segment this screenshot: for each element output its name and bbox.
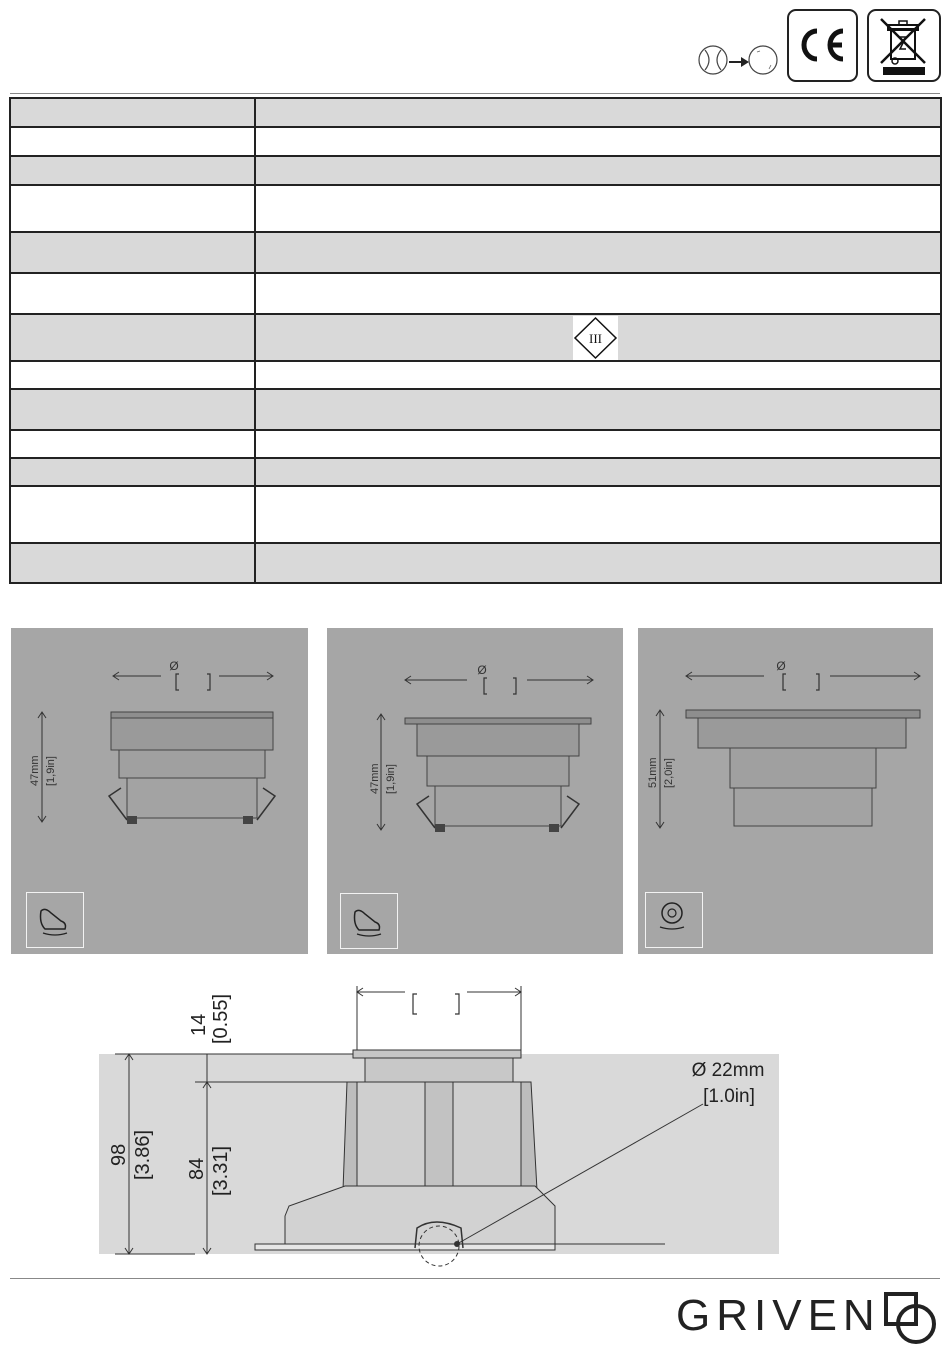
dim-98-label: 98	[108, 1143, 130, 1166]
drive-over-icon	[645, 892, 703, 948]
spec-label	[11, 390, 256, 429]
diameter-symbol: Ø	[477, 663, 487, 677]
header-divider	[10, 93, 940, 94]
height-in-label: [1,9in]	[385, 764, 397, 794]
spec-row	[11, 274, 940, 315]
cross-section-drawing	[95, 980, 785, 1270]
height-mm-label: 47mm	[29, 755, 41, 786]
spec-label	[11, 99, 256, 126]
spec-value	[256, 274, 940, 313]
footer-divider	[10, 1278, 940, 1279]
spec-label	[11, 186, 256, 231]
spec-row	[11, 487, 940, 544]
height-mm-label: 47mm	[369, 763, 381, 794]
spec-row	[11, 315, 940, 362]
spec-label	[11, 233, 256, 272]
dim-98-in-label: [3.86]	[132, 1129, 154, 1180]
spec-value	[256, 186, 940, 231]
spec-row	[11, 544, 940, 582]
height-in-label: [1,9in]	[45, 756, 57, 786]
spec-label	[11, 544, 256, 582]
griven-logo-icon	[882, 1290, 940, 1348]
spec-row	[11, 459, 940, 487]
dim-14-label: 14	[188, 1013, 210, 1036]
spec-row	[11, 431, 940, 459]
product-view-panel	[11, 628, 308, 954]
spec-value	[256, 157, 940, 184]
spec-table	[9, 97, 942, 584]
ce-mark-icon	[787, 9, 858, 82]
spec-row	[11, 157, 940, 186]
spec-value	[256, 487, 940, 542]
spec-row	[11, 390, 940, 431]
spec-row	[11, 186, 940, 233]
spec-label	[11, 459, 256, 485]
spec-value	[256, 99, 940, 126]
spec-value	[256, 431, 940, 457]
product-view-panel	[638, 628, 933, 954]
spec-label	[11, 315, 256, 360]
dim-84-label: 84	[186, 1157, 208, 1180]
product-view-panel	[327, 628, 623, 954]
spec-row	[11, 362, 940, 390]
class-iii-icon	[573, 316, 618, 360]
class-iii-label: III	[589, 331, 602, 346]
spec-label	[11, 157, 256, 184]
diameter-symbol: Ø	[169, 659, 179, 673]
spec-label	[11, 128, 256, 155]
dim-84-in-label: [3.31]	[210, 1145, 232, 1196]
spec-value	[256, 233, 940, 272]
spec-row	[11, 128, 940, 157]
lamp-replacement-icon	[697, 42, 783, 78]
cable-diameter-label: Ø 22mm	[691, 1060, 765, 1081]
spec-value	[256, 390, 940, 429]
spec-label	[11, 431, 256, 457]
spec-value	[256, 128, 940, 155]
height-mm-label: 51mm	[647, 757, 659, 788]
walk-over-icon	[26, 892, 84, 948]
spec-label	[11, 274, 256, 313]
spec-value	[256, 459, 940, 485]
height-in-label: [2,0in]	[663, 758, 675, 788]
spec-label	[11, 487, 256, 542]
spec-value	[256, 544, 940, 582]
brand-name: GRIVEN	[676, 1291, 881, 1340]
spec-value	[256, 362, 940, 388]
cable-diameter-in-label: [1.0in]	[703, 1086, 755, 1107]
spec-row	[11, 233, 940, 274]
weee-bin-icon	[867, 9, 941, 82]
dim-14-in-label: [0.55]	[210, 993, 232, 1044]
walk-over-icon	[340, 893, 398, 949]
spec-label	[11, 362, 256, 388]
diameter-symbol: Ø	[776, 659, 786, 673]
spec-row	[11, 99, 940, 128]
